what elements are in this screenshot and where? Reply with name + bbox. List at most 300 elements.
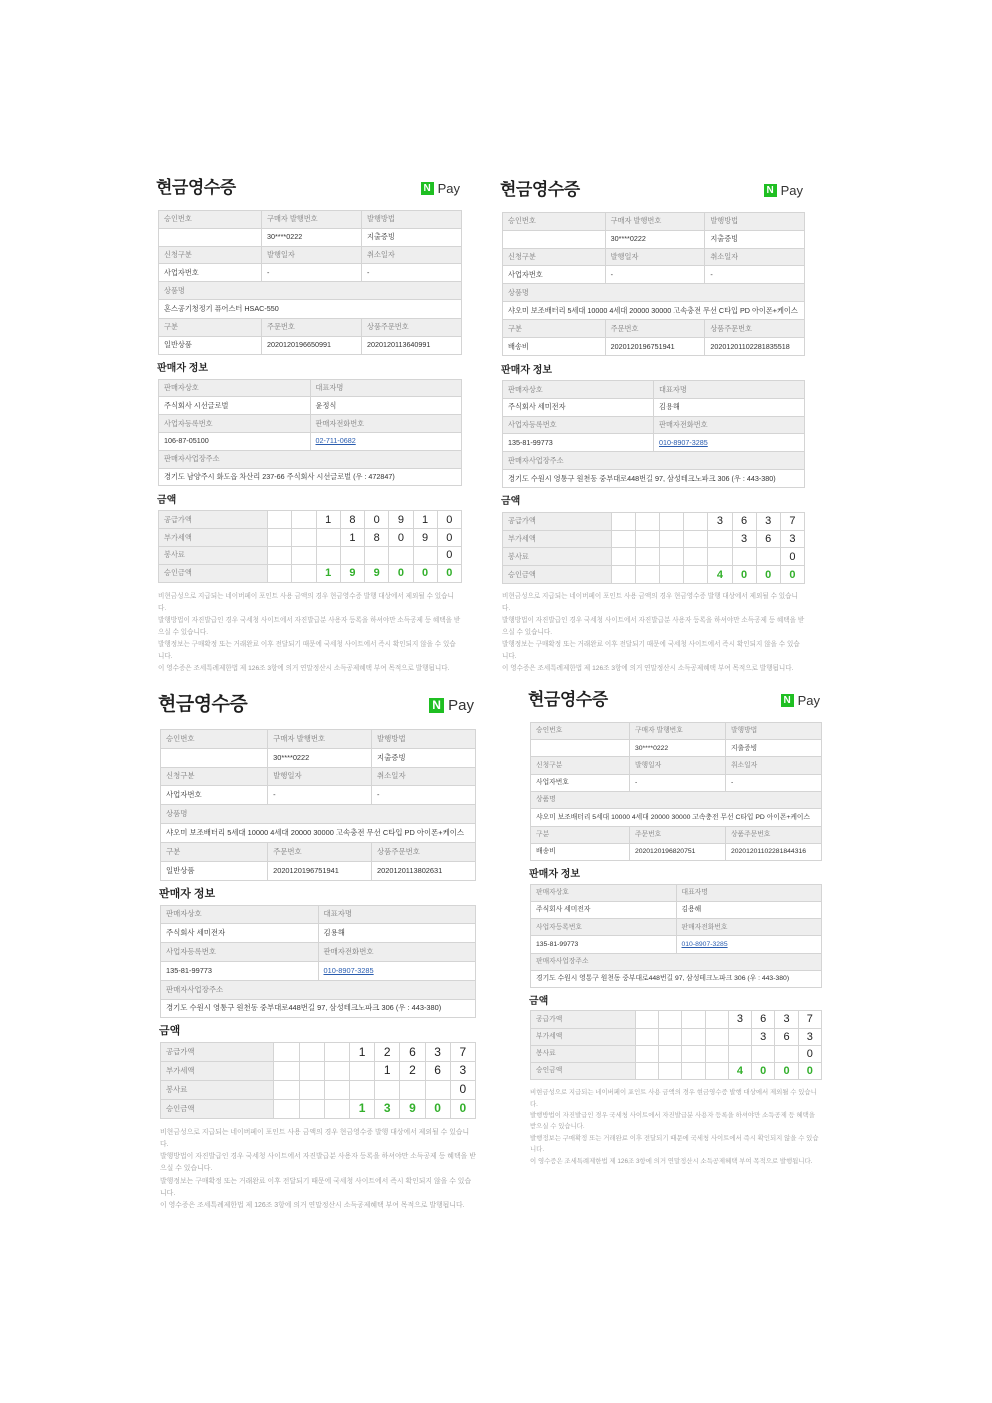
issue-method-label: 발행방법: [725, 723, 821, 740]
supply-amount-row: [161, 1043, 476, 1062]
cash-receipt: [158, 178, 462, 675]
digit-cell: [400, 1080, 425, 1099]
info-value-row: [161, 748, 476, 767]
note-legal-basis: 이 영수증은 조세특례제한법 제 126조 3항에 의거 연말정산시 소득공제혜택 부여 목적으로 발행됩니다.: [160, 1202, 465, 1210]
business-registration-value: 135-81-99773: [503, 434, 654, 452]
request-type-label: 신청구분: [531, 757, 630, 774]
digit-cell: 8: [365, 529, 389, 547]
receipt-header: [158, 178, 462, 210]
info-header-row: [159, 318, 462, 336]
product-name-value: 샤오미 보조배터리 5세대 10000 4세대 20000 30000 고속충전 무선 C타입 PD 아이폰+케이스: [531, 808, 822, 826]
digit-cell: [705, 1011, 728, 1028]
product-order-number-label: 상품주문번호: [362, 318, 462, 336]
digit-cell: [635, 566, 659, 584]
seller-phone-link[interactable]: 02-711-0682: [315, 436, 356, 446]
supply-amount-label: 공급가액: [161, 1043, 274, 1062]
digit-cell: 4: [708, 566, 732, 584]
digit-cell: [340, 546, 364, 564]
seller-phone-cell: [318, 961, 476, 980]
product-order-number-value: 20201201102281835518: [705, 338, 805, 356]
issue-method-value: 지출증빙: [362, 228, 462, 246]
receipt-info-table: [160, 729, 476, 881]
category-label: 구분: [159, 318, 262, 336]
receipt-title: 현금영수증: [158, 694, 248, 715]
digit-cell: [775, 1045, 798, 1062]
digit-cell: 3: [756, 512, 780, 530]
digit-cell: 6: [775, 1028, 798, 1045]
seller-name-value: 주식회사 세미전자: [503, 398, 654, 416]
digit-cell: [365, 546, 389, 564]
seller-phone-link[interactable]: 010-8907-3285: [681, 940, 728, 948]
info-header-row: [503, 248, 805, 266]
note-non-cash-points: 비현금성으로 지급되는 네이버페이 포인트 사용 금액의 경우 현금영수증 발행 대상에서 제외될 수 있습니다.: [158, 592, 454, 612]
seller-section-title: 판매자 정보: [159, 887, 216, 900]
approval-number-value: [159, 228, 262, 246]
seller-value-row: [531, 936, 822, 953]
receipt-title: 현금영수증: [156, 178, 236, 197]
digit-cell: [611, 512, 635, 530]
digit-cell: [611, 548, 635, 566]
digit-cell: 0: [752, 1063, 775, 1080]
supply-amount-label: 공급가액: [531, 1011, 636, 1028]
info-value-row: [159, 228, 462, 246]
digit-cell: [316, 529, 340, 547]
info-header-row: [503, 320, 805, 338]
info-value-row: [531, 844, 822, 861]
digit-cell: [274, 1043, 299, 1062]
digit-cell: [684, 512, 708, 530]
receipt-title: 현금영수증: [500, 180, 580, 199]
digit-cell: [292, 564, 316, 582]
digit-cell: 6: [400, 1043, 425, 1062]
category-value: 일반상품: [161, 861, 268, 880]
digit-cell: 4: [728, 1063, 751, 1080]
receipt-info-table: [530, 722, 822, 861]
receipt-notes: [160, 1127, 476, 1213]
amount-section-title: 금액: [157, 494, 177, 506]
pay-wordmark: Pay: [437, 180, 460, 196]
seller-phone-cell: [310, 432, 462, 450]
digit-cell: 0: [775, 1063, 798, 1080]
note-issue-delay: 발행정보는 구매확정 또는 거래완료 이후 전달되기 때문에 국세청 사이트에서 즉시 확인되지 않을 수 있습니다.: [530, 1134, 819, 1154]
info-value-row: [531, 774, 822, 791]
product-order-number-value: 2020120113802631: [372, 861, 476, 880]
digit-cell: [682, 1063, 705, 1080]
digit-cell: 9: [389, 511, 413, 529]
digit-cell: [635, 1028, 658, 1045]
seller-header-row: [531, 919, 822, 936]
info-header-row: [161, 730, 476, 749]
issue-method-value: 지출증빙: [372, 748, 476, 767]
digit-cell: 3: [425, 1043, 450, 1062]
info-value-row: [159, 336, 462, 354]
info-value-row: [159, 299, 462, 318]
issue-date-value: -: [605, 266, 705, 284]
vat-amount-row: [161, 1062, 476, 1081]
amount-table: [158, 510, 462, 582]
digit-cell: 3: [728, 1011, 751, 1028]
seller-address-value: 경기도 수원시 영통구 원천동 중부대로448번길 97, 삼성테크노파크 306 (우 : 443-380): [503, 470, 805, 488]
supply-amount-label: 공급가액: [159, 511, 268, 529]
digit-cell: [292, 529, 316, 547]
vat-amount-label: 부가세액: [503, 530, 612, 548]
amount-table: [502, 512, 805, 584]
note-issue-delay: 발행정보는 구매확정 또는 거래완료 이후 전달되기 때문에 국세청 사이트에서 즉시 확인되지 않을 수 있습니다.: [160, 1177, 472, 1198]
digit-cell: [274, 1062, 299, 1081]
request-type-label: 신청구분: [161, 767, 268, 786]
note-self-issue: 발행방법이 자진발급인 경우 국세청 사이트에서 자진발급분 사용자 등록을 하셔야만 소득공제 등 혜택을 받으실 수 있습니다.: [530, 1112, 815, 1131]
cancel-date-label: 취소일자: [705, 248, 805, 266]
amount-section-title: 금액: [529, 995, 549, 1007]
amount-section-title: 금액: [159, 1025, 181, 1038]
digit-cell: 3: [732, 530, 756, 548]
seller-value-row: [161, 999, 476, 1018]
digit-cell: 0: [798, 1063, 821, 1080]
representative-label: 대표자명: [654, 381, 805, 399]
seller-info-table: [502, 380, 805, 488]
business-registration-label: 사업자등록번호: [503, 416, 654, 434]
representative-label: 대표자명: [676, 884, 822, 901]
order-number-label: 주문번호: [262, 318, 362, 336]
supply-amount-row: [159, 511, 462, 529]
info-header-row: [531, 826, 822, 843]
business-registration-label: 사업자등록번호: [159, 415, 311, 433]
digit-cell: 6: [425, 1062, 450, 1081]
seller-value-row: [503, 470, 805, 488]
product-name-value: 샤오미 보조배터리 5세대 10000 4세대 20000 30000 고속충전 무선 C타입 PD 아이폰+케이스: [161, 823, 476, 842]
vat-amount-label: 부가세액: [531, 1028, 636, 1045]
info-header-row: [531, 791, 822, 808]
digit-cell: 7: [450, 1043, 475, 1062]
naver-pay-logo: [764, 180, 803, 200]
order-number-label: 주문번호: [268, 842, 372, 861]
digit-cell: 6: [756, 530, 780, 548]
digit-cell: [299, 1062, 324, 1081]
product-order-number-label: 상품주문번호: [725, 826, 821, 843]
digit-cell: 0: [756, 566, 780, 584]
seller-section-title: 판매자 정보: [157, 363, 209, 375]
note-self-issue: 발행방법이 자진발급인 경우 국세청 사이트에서 자진발급분 사용자 등록을 하셔야만 소득공제 등 혜택을 받으실 수 있습니다.: [160, 1153, 476, 1173]
business-registration-value: 106-87-05100: [159, 432, 311, 450]
seller-info-table: [158, 379, 462, 487]
issue-date-value: -: [262, 264, 362, 282]
info-value-row: [503, 338, 805, 356]
seller-value-row: [503, 398, 805, 416]
pay-wordmark: Pay: [780, 182, 803, 198]
digit-cell: [660, 566, 684, 584]
product-name-value: 혼스공기청정기 퓨어스터 HSAC-550: [159, 299, 462, 318]
digit-cell: [299, 1043, 324, 1062]
seller-name-value: 주식회사 시선글로벌: [159, 397, 311, 415]
amount-section-title: 금액: [501, 496, 521, 508]
service-charge-label: 봉사료: [159, 546, 268, 564]
digit-cell: [659, 1045, 682, 1062]
digit-cell: 0: [365, 511, 389, 529]
info-value-row: [503, 266, 805, 284]
digit-cell: 3: [775, 1011, 798, 1028]
product-name-value: 샤오미 보조배터리 5세대 10000 4세대 20000 30000 고속충전 무선 C타입 PD 아이폰+케이스: [503, 301, 805, 320]
category-value: 배송비: [503, 338, 606, 356]
digit-cell: [660, 512, 684, 530]
info-header-row: [159, 246, 462, 264]
order-number-value: 2020120196751941: [268, 861, 372, 880]
receipt-header: [160, 694, 476, 729]
receipt-notes: [502, 591, 805, 673]
receipt-info-table: [158, 210, 462, 355]
digit-cell: 1: [349, 1043, 374, 1062]
category-label: 구분: [161, 842, 268, 861]
seller-header-row: [159, 415, 462, 433]
digit-cell: [660, 530, 684, 548]
receipt-title: 현금영수증: [528, 690, 608, 709]
request-type-value: 사업자번호: [159, 264, 262, 282]
naver-n-icon: N: [421, 182, 434, 195]
digit-cell: [268, 529, 292, 547]
representative-value: 김용해: [654, 398, 805, 416]
digit-cell: 0: [780, 566, 804, 584]
note-self-issue: 발행방법이 자진발급인 경우 국세청 사이트에서 자진발급분 사용자 등록을 하셔야만 소득공제 등 혜택을 받으실 수 있습니다.: [502, 617, 805, 637]
digit-cell: [756, 548, 780, 566]
digit-cell: [705, 1028, 728, 1045]
cash-receipt: [530, 690, 822, 1166]
approved-amount-row: [159, 564, 462, 582]
digit-cell: [660, 548, 684, 566]
cash-receipt: [502, 180, 805, 673]
info-value-row: [531, 808, 822, 826]
note-issue-delay: 발행정보는 구매확정 또는 거래완료 이후 전달되기 때문에 국세청 사이트에서 즉시 확인되지 않을 수 있습니다.: [502, 641, 800, 661]
digit-cell: [349, 1080, 374, 1099]
approved-amount-row: [503, 566, 805, 584]
info-value-row: [531, 740, 822, 757]
seller-value-row: [503, 434, 805, 452]
info-header-row: [161, 767, 476, 786]
seller-name-value: 주식회사 세미전자: [161, 924, 319, 943]
cancel-date-label: 취소일자: [725, 757, 821, 774]
digit-cell: 6: [752, 1011, 775, 1028]
product-order-number-value: 2020120113640991: [362, 336, 462, 354]
cancel-date-value: -: [372, 786, 476, 805]
digit-cell: [292, 546, 316, 564]
approved-amount-label: 승인금액: [503, 566, 612, 584]
cancel-date-label: 취소일자: [372, 767, 476, 786]
order-number-label: 주문번호: [629, 826, 725, 843]
seller-value-row: [531, 970, 822, 987]
digit-cell: [705, 1045, 728, 1062]
digit-cell: [635, 512, 659, 530]
seller-info-table: [160, 905, 476, 1019]
seller-phone-label: 판매자전화번호: [676, 919, 822, 936]
category-value: 일반상품: [159, 336, 262, 354]
digit-cell: [299, 1080, 324, 1099]
request-type-value: 사업자번호: [503, 266, 606, 284]
seller-header-row: [161, 943, 476, 962]
order-number-value: 2020120196820751: [629, 844, 725, 861]
buyer-issue-number-value: 30****0222: [262, 228, 362, 246]
issue-method-label: 발행방법: [372, 730, 476, 749]
supply-amount-row: [503, 512, 805, 530]
info-header-row: [159, 211, 462, 229]
info-value-row: [161, 823, 476, 842]
note-non-cash-points: 비현금성으로 지급되는 네이버페이 포인트 사용 금액의 경우 현금영수증 발행 대상에서 제외될 수 있습니다.: [530, 1089, 817, 1108]
digit-cell: [684, 548, 708, 566]
amount-table: [160, 1042, 476, 1118]
seller-address-label: 판매자사업장주소: [159, 450, 462, 468]
seller-value-row: [531, 902, 822, 919]
digit-cell: 3: [450, 1062, 475, 1081]
digit-cell: 1: [375, 1062, 400, 1081]
representative-label: 대표자명: [318, 905, 476, 924]
seller-value-row: [159, 432, 462, 450]
digit-cell: [292, 511, 316, 529]
buyer-issue-number-value: 30****0222: [268, 748, 372, 767]
request-type-label: 신청구분: [503, 248, 606, 266]
product-order-number-label: 상품주문번호: [705, 320, 805, 338]
approved-amount-row: [531, 1063, 822, 1080]
digit-cell: 3: [780, 530, 804, 548]
naver-n-icon: N: [781, 694, 794, 707]
digit-cell: [728, 1045, 751, 1062]
digit-cell: [659, 1011, 682, 1028]
digit-cell: 1: [349, 1099, 374, 1118]
naver-n-icon: N: [429, 698, 444, 713]
approval-number-value: [161, 748, 268, 767]
digit-cell: [732, 548, 756, 566]
order-number-label: 주문번호: [605, 320, 705, 338]
product-name-label: 상품명: [161, 805, 476, 824]
note-legal-basis: 이 영수증은 조세특례제한법 제 126조 3항에 의거 연말정산시 소득공제혜택 부여 목적으로 발행됩니다.: [158, 664, 450, 672]
receipt-notes: [530, 1087, 822, 1166]
buyer-issue-number-value: 30****0222: [629, 740, 725, 757]
digit-cell: [413, 546, 437, 564]
seller-value-row: [159, 468, 462, 486]
issue-method-label: 발행방법: [362, 211, 462, 229]
digit-cell: [349, 1062, 374, 1081]
approval-number-value: [503, 230, 606, 248]
request-type-value: 사업자번호: [531, 774, 630, 791]
note-legal-basis: 이 영수증은 조세특례제한법 제 126조 3항에 의거 연말정산시 소득공제혜택 부여 목적으로 발행됩니다.: [530, 1157, 813, 1165]
info-value-row: [503, 301, 805, 320]
note-non-cash-points: 비현금성으로 지급되는 네이버페이 포인트 사용 금액의 경우 현금영수증 발행 대상에서 제외될 수 있습니다.: [160, 1128, 470, 1148]
service-charge-row: [159, 546, 462, 564]
cancel-date-value: -: [362, 264, 462, 282]
digit-cell: [324, 1080, 349, 1099]
approval-number-label: 승인번호: [161, 730, 268, 749]
business-registration-value: 135-81-99773: [161, 961, 319, 980]
seller-header-row: [159, 379, 462, 397]
digit-cell: 8: [340, 511, 364, 529]
seller-header-row: [503, 452, 805, 470]
digit-cell: 0: [389, 529, 413, 547]
digit-cell: 9: [400, 1099, 425, 1118]
receipt-header: [530, 690, 822, 722]
seller-phone-label: 판매자전화번호: [310, 415, 462, 433]
service-charge-label: 봉사료: [161, 1080, 274, 1099]
digit-cell: [635, 1063, 658, 1080]
service-charge-row: [503, 548, 805, 566]
seller-address-value: 경기도 남양주시 화도읍 차산리 237-66 주식회사 시선글로벌 (우 : 472847): [159, 468, 462, 486]
issue-date-label: 발행일자: [629, 757, 725, 774]
seller-address-value: 경기도 수원시 영통구 원천동 중부대로448번길 97, 삼성테크노파크 306 (우 : 443-380): [161, 999, 476, 1018]
vat-amount-row: [531, 1028, 822, 1045]
buyer-issue-number-value: 30****0222: [605, 230, 705, 248]
business-registration-label: 사업자등록번호: [531, 919, 677, 936]
digit-cell: 9: [413, 529, 437, 547]
digit-cell: [705, 1063, 728, 1080]
digit-cell: [635, 530, 659, 548]
seller-phone-cell: [654, 434, 805, 452]
digit-cell: [659, 1063, 682, 1080]
digit-cell: 3: [375, 1099, 400, 1118]
seller-phone-link[interactable]: 010-8907-3285: [659, 437, 708, 447]
digit-cell: [682, 1028, 705, 1045]
digit-cell: 0: [450, 1099, 475, 1118]
category-label: 구분: [503, 320, 606, 338]
seller-value-row: [159, 397, 462, 415]
representative-label: 대표자명: [310, 379, 462, 397]
seller-section-title: 판매자 정보: [501, 364, 553, 376]
digit-cell: [324, 1043, 349, 1062]
buyer-issue-number-label: 구매자 발행번호: [605, 213, 705, 231]
issue-date-value: -: [629, 774, 725, 791]
digit-cell: [274, 1080, 299, 1099]
digit-cell: [682, 1045, 705, 1062]
info-value-row: [159, 264, 462, 282]
seller-value-row: [161, 961, 476, 980]
naver-pay-logo: [429, 694, 474, 716]
note-non-cash-points: 비현금성으로 지급되는 네이버페이 포인트 사용 금액의 경우 현금영수증 발행 대상에서 제외될 수 있습니다.: [502, 593, 798, 613]
note-issue-delay: 발행정보는 구매확정 또는 거래완료 이후 전달되기 때문에 국세청 사이트에서 즉시 확인되지 않을 수 있습니다.: [158, 640, 456, 660]
seller-header-row: [161, 905, 476, 924]
info-value-row: [161, 786, 476, 805]
product-name-label: 상품명: [503, 284, 805, 302]
digit-cell: [316, 546, 340, 564]
seller-address-label: 판매자사업장주소: [531, 953, 822, 970]
seller-value-row: [161, 924, 476, 943]
seller-phone-link[interactable]: 010-8907-3285: [323, 965, 374, 975]
category-value: 배송비: [531, 844, 630, 861]
digit-cell: [684, 566, 708, 584]
issue-method-value: 지출증빙: [725, 740, 821, 757]
seller-address-label: 판매자사업장주소: [503, 452, 805, 470]
receipt-notes: [158, 591, 462, 675]
product-name-label: 상품명: [531, 791, 822, 808]
issue-method-label: 발행방법: [705, 213, 805, 231]
naver-n-icon: N: [764, 184, 777, 197]
note-legal-basis: 이 영수증은 조세특례제한법 제 126조 3항에 의거 연말정산시 소득공제혜택 부여 목적으로 발행됩니다.: [502, 665, 794, 673]
info-value-row: [503, 230, 805, 248]
info-header-row: [531, 757, 822, 774]
supply-amount-row: [531, 1011, 822, 1028]
supply-amount-label: 공급가액: [503, 512, 612, 530]
category-label: 구분: [531, 826, 630, 843]
digit-cell: [611, 530, 635, 548]
digit-cell: 0: [437, 546, 461, 564]
vat-amount-label: 부가세액: [159, 529, 268, 547]
service-charge-row: [531, 1045, 822, 1062]
service-charge-label: 봉사료: [503, 548, 612, 566]
seller-header-row: [503, 381, 805, 399]
issue-date-label: 발행일자: [605, 248, 705, 266]
approved-amount-label: 승인금액: [161, 1099, 274, 1118]
buyer-issue-number-label: 구매자 발행번호: [268, 730, 372, 749]
representative-value: 윤정식: [310, 397, 462, 415]
business-registration-label: 사업자등록번호: [161, 943, 319, 962]
representative-value: 김용해: [676, 902, 822, 919]
digit-cell: [274, 1099, 299, 1118]
digit-cell: [635, 548, 659, 566]
cancel-date-value: -: [725, 774, 821, 791]
digit-cell: [635, 1011, 658, 1028]
